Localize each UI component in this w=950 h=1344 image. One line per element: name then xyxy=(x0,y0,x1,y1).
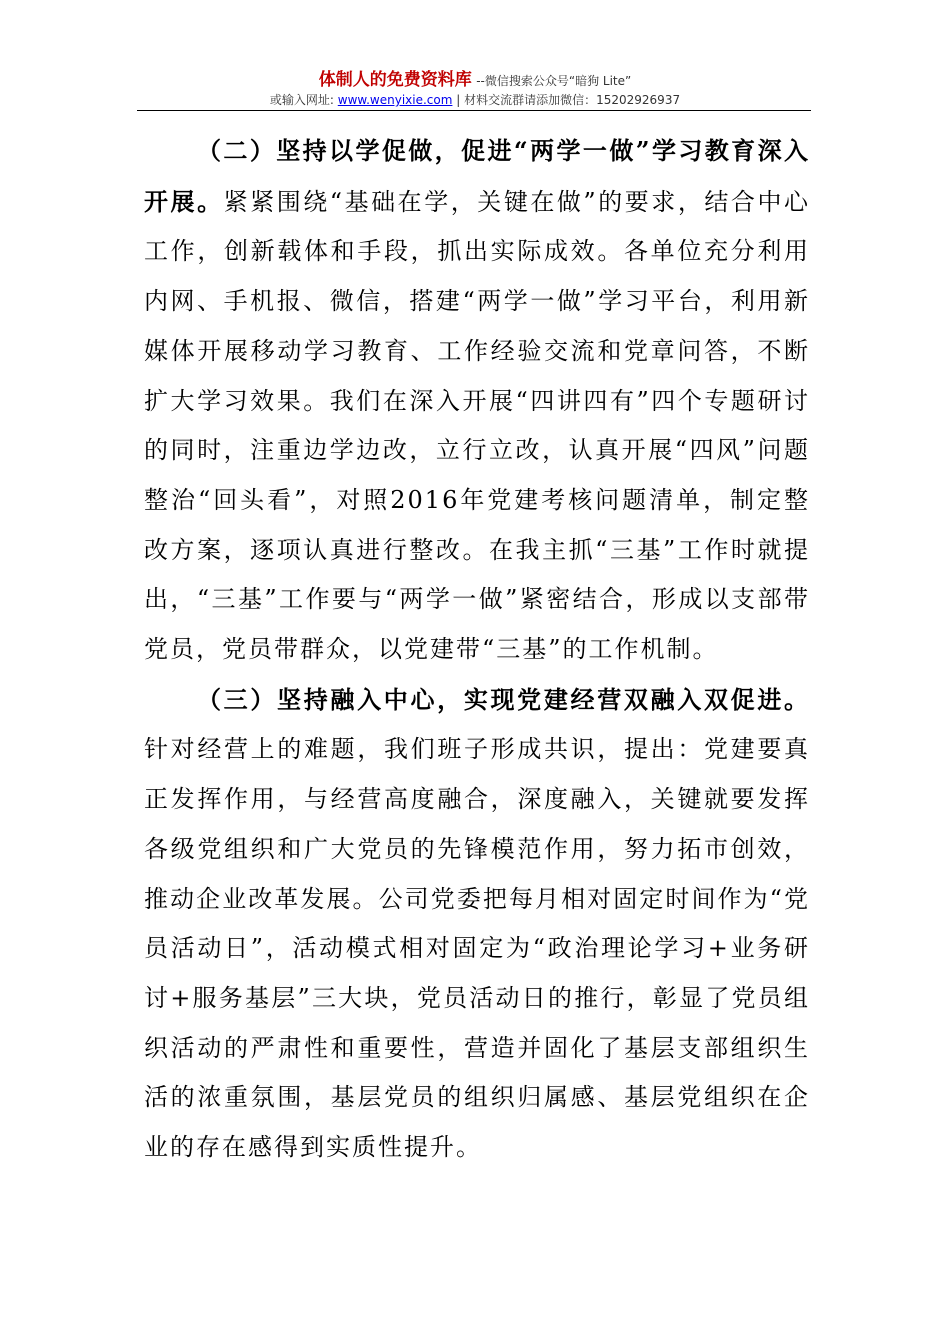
header-url-line xyxy=(0,91,950,109)
header-title-line xyxy=(0,70,950,91)
header-url-link[interactable]: www.wenyixie.com xyxy=(337,93,453,107)
paragraph-two xyxy=(144,126,810,675)
paragraph-two-text: 紧紧围绕“基础在学，关键在做”的要求，结合中心工作，创新载体和手段，抓出实际成效。各单位充分利用内网、手机报、微信，搭建“两学一做”学习平台，利用新媒体开展移动学习教育、工作经验交流和党章问答，不断扩大学习效果。我们在深入开展“四讲四有”四个专题研讨的同时，注重边学边改，立行立改，认真开展“四风”问题整治“回头看”，对照2016年党建考核问题清单，制定整改方案，逐项认真进行整改。在我主抓“三基”工作时就提出，“三基”工作要与“两学一做”紧密结合，形成以支部带党员，党员带群众，以党建带“三基”的工作机制。 xyxy=(144,187,811,664)
document-body xyxy=(144,126,810,1173)
paragraph-two-heading: （二）坚持以学促做，促进“两学一做”学习教育深入开展。 xyxy=(144,136,810,216)
paragraph-three-text: 针对经营上的难题，我们班子形成共识，提出：党建要真正发挥作用，与经营高度融合，深度融入，关键就要发挥各级党组织和广大党员的先锋模范作用，努力拓市创效，推动企业改革发展。公司党委把每月相对固定时间作为“党员活动日”，活动模式相对固定为“政治理论学习+业务研讨+服务基层”三大块，党员活动日的推行，彰显了党员组织活动的严肃性和重要性，营造并固化了基层支部组织生活的浓重氛围，基层党员的组织归属感、基层党组织在企业的存在感得到实质性提升。 xyxy=(144,735,810,1162)
header-url-prefix: 或输入网址: xyxy=(269,93,334,107)
paragraph-three xyxy=(144,675,810,1173)
paragraph-three-heading: （三）坚持融入中心，实现党建经营双融入双促进。 xyxy=(197,684,810,714)
header-tagline: --微信搜索公众号“暗狗 Lite” xyxy=(476,74,632,88)
page-header xyxy=(0,70,950,109)
header-divider xyxy=(137,110,811,111)
header-url-suffix: | 材料交流群请添加微信：15202926937 xyxy=(456,93,681,107)
header-brand: 体制人的免费资料库 xyxy=(318,70,472,90)
